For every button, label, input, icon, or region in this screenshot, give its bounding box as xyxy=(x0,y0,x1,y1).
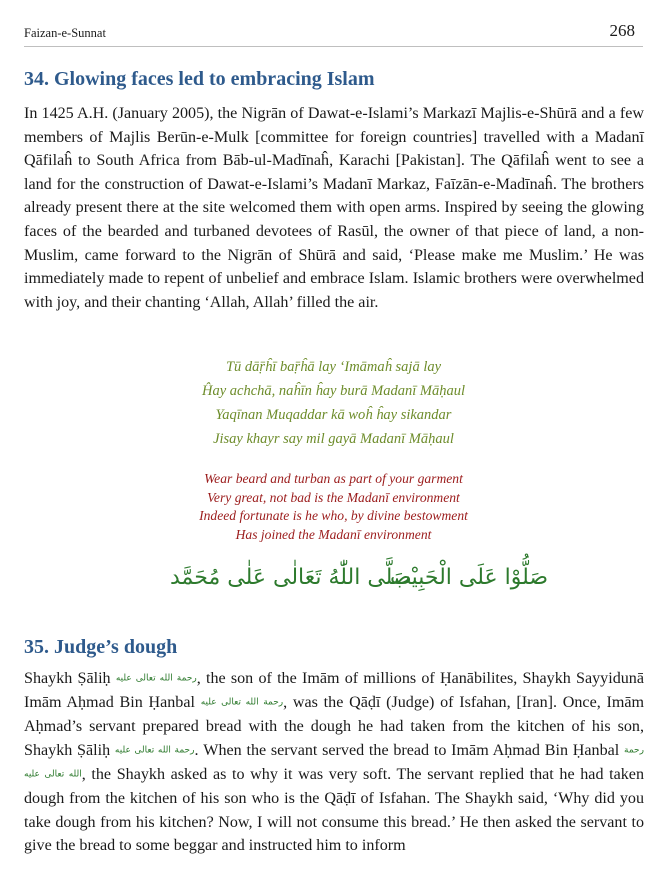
sallu-alal-habib: صَلُّوْا عَلَى الْحَبِيْب xyxy=(390,565,549,590)
honorific: رحمة الله تعالى عليه xyxy=(115,673,197,684)
text-run: , was the Qāḍī (Judge) of Isfahan, [Iran]. Once, Imām Aḥmad’s servant prepared bread with the dough he had taken from the kitchen of his son, Shaykh Ṣāliḥ xyxy=(24,694,645,759)
honorific: رحمة الله تعالى عليه xyxy=(24,745,644,780)
section-35-heading: 35. Judge’s dough xyxy=(24,636,178,658)
section-34-paragraph: In 1425 A.H. (January 2005), the Nigrān of Dawat-e-Islami’s Markazī Majlis-e-Shūrā and a few members of Majlis Berūn-e-Mulk [committee for foreign countries] travelled with a Madanī Qāfilaĥ to South Africa from Bāb-ul-Madīnaĥ, Karachi [Pakistan]. The Qāfilaĥ went to see a land for the construction of Dawat-e-Islami’s Madanī Markaz, Faīzān-e-Madīnaĥ. The brothers already present there at the site welcomed them with open arms. Inspired by seeing the glowing faces of the bearded and turbaned devotees of Rasūl, the owner of that piece of land, a non-Muslim, came forward to the Nigrān of Shūrā and said, ‘Please make me Muslim.’ He was immediately made to repent of unbelief and embrace Islam. Islamic brothers were overwhelmed with joy, and their chanting ‘Allah, Allah’ filled the air. xyxy=(24,105,644,311)
text-run: , the son of the Imām of millions of Ḥanābilites, Shaykh Sayyidunā Imām Aḥmad Bin Ḥanbal xyxy=(24,670,644,712)
section-34-heading: 34. Glowing faces led to embracing Islam xyxy=(24,68,375,90)
salat-line xyxy=(0,563,667,599)
text-run: Shaykh Ṣāliḥ xyxy=(24,670,111,687)
text-run: , the Shaykh asked as to why it was very soft. The servant replied that he had taken dough from the kitchen of his son who is the Qāḍī of Isfahan. The Shaykh said, ‘Why did you take dough from his kitchen? Now, I will not consume this bread.’ He then asked the servant to give the bread to some beggar and instructed him to inform xyxy=(24,765,644,855)
verse-line: Jisay khayr say mil gayā Madanī Māḥaul xyxy=(213,431,454,447)
verse-line: Ĥay achchā, naĥīn ĥay burā Madanī Māḥaul xyxy=(202,383,465,399)
verse-line: Yaqīnan Muqaddar kā woĥ ĥay sikandar xyxy=(215,407,452,423)
verse-line: Has joined the Madanī environment xyxy=(235,527,432,543)
page-number: 268 xyxy=(609,21,635,40)
section-35-paragraph xyxy=(24,667,644,858)
verse-transliteration xyxy=(0,355,667,451)
verse-line: Wear beard and turban as part of your garment xyxy=(204,471,463,486)
verse-translation xyxy=(0,470,667,545)
text-run: . When the servant served the bread to Imām Aḥmad Bin Ḥanbal xyxy=(194,741,620,759)
salat-ala-muhammad: صَلَّى اللّٰهُ تَعَالٰى عَلٰى مُحَمَّد xyxy=(170,565,412,590)
verse-line: Indeed fortunate is he who, by divine bestowment xyxy=(199,508,468,524)
verse-line: Very great, not bad is the Madanī environment xyxy=(207,489,460,505)
honorific: رحمة الله تعالى عليه xyxy=(114,745,195,756)
verse-line: Tū dāṝĥī baṝĥā lay ‘Imāmaĥ sajā lay xyxy=(225,359,442,375)
honorific: رحمة الله تعالى عليه xyxy=(200,697,284,708)
book-title: Faizan-e-Sunnat xyxy=(24,26,106,40)
page-header xyxy=(24,18,643,47)
